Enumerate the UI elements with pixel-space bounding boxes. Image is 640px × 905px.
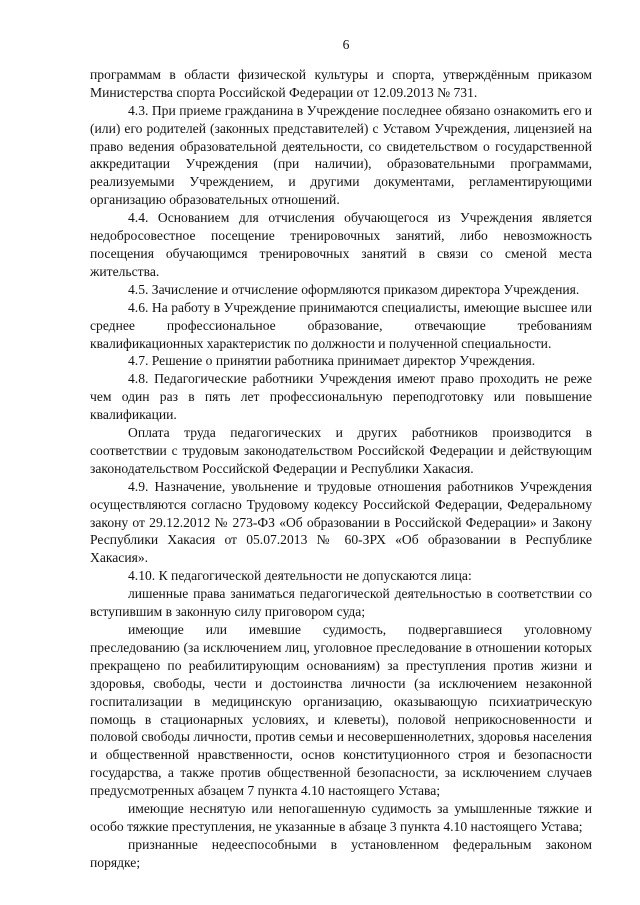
paragraph: 4.10. К педагогической деятельности не допускаются лица: bbox=[128, 568, 472, 584]
paragraph: программам в области физической культуры и спорта, утверждённым приказом Министерства спорта Российской Федерации от 12.09.2013 № 731. bbox=[90, 66, 592, 100]
page-number: 6 bbox=[342, 37, 350, 52]
paragraph: имеющие неснятую или непогашенную судимость за умышленные тяжкие и особо тяжкие преступления, не указанные в абзаце 3 пункта 4.10 настоящего Устава; bbox=[90, 801, 592, 834]
paragraph: 4.6. На работу в Учреждение принимаются специалисты, имеющие высшее или среднее профессиональное образование, отвечающие требованиям квалификационных характеристик по должности и полученной специальности. bbox=[90, 299, 592, 351]
paragraph: 4.5. Зачисление и отчисление оформляются приказом директора Учреждения. bbox=[128, 281, 580, 297]
document-body bbox=[90, 66, 592, 872]
paragraph: 4.9. Назначение, увольнение и трудовые отношения работников Учреждения осуществляются согласно Трудовому кодексу Российской Федерации, Федеральному закону от 29.12.2012 № 273-ФЗ «Об образовании в Российской Федерации» и Закону Республики Хакасия от 05.07.2013 № 60-ЗРХ «Об образовании в Республике Хакасия». bbox=[90, 478, 592, 566]
paragraph: имеющие или имевшие судимость, подвергавшиеся уголовному преследованию (за исключением лиц, уголовное преследование в отношении которых прекращено по реабилитирующим основаниям) за преступления против жизни и здоровья, свободы, чести и достоинства личности (за исключением незаконной госпитализации в медицинскую организацию, оказывающую психиатрическую помощь в стационарных условиях, и клеветы), половой неприкосновенности и половой свободы личности, против семьи и несовершеннолетних, здоровья населения и общественной нравственности, основ конституционного строя и безопасности государства, а также против общественной безопасности, за исключением случаев предусмотренных абзацем 7 пункта 4.10 настоящего Устава; bbox=[90, 622, 592, 799]
paragraph: 4.4. Основанием для отчисления обучающегося из Учреждения является недобросовестное посещение тренировочных занятий, либо невозможность посещения обучающимся тренировочных занятий в связи со сменой места жительства. bbox=[90, 210, 592, 279]
paragraph: 4.7. Решение о принятии работника принимает директор Учреждения. bbox=[128, 353, 536, 369]
paragraph: признанные недееспособными в установленном федеральным законом порядке; bbox=[90, 836, 592, 870]
paragraph: 4.8. Педагогические работники Учреждения имеют право проходить не реже чем один раз в пять лет профессиональную переподготовку или повышение квалификации. bbox=[90, 371, 592, 423]
paragraph: Оплата труда педагогических и других работников производится в соответствии с трудовым законодательством Российской Федерации и действующим законодательством Российской Федерации и Республики Хакасия. bbox=[90, 425, 592, 476]
paragraph: лишенные права заниматься педагогической деятельностью в соответствии со вступившим в законную силу приговором суда; bbox=[90, 586, 592, 620]
paragraph: 4.3. При приеме гражданина в Учреждение последнее обязано ознакомить его и (или) его родителей (законных представителей) с Уставом Учреждения, лицензией на право ведения образовательной деятельности, со свидетельством о государственной аккредитации Учреждения (при наличии), образовательными программами, реализуемыми Учреждением, и другими документами, регламентирующими организацию образовательных отношений. bbox=[90, 102, 592, 208]
